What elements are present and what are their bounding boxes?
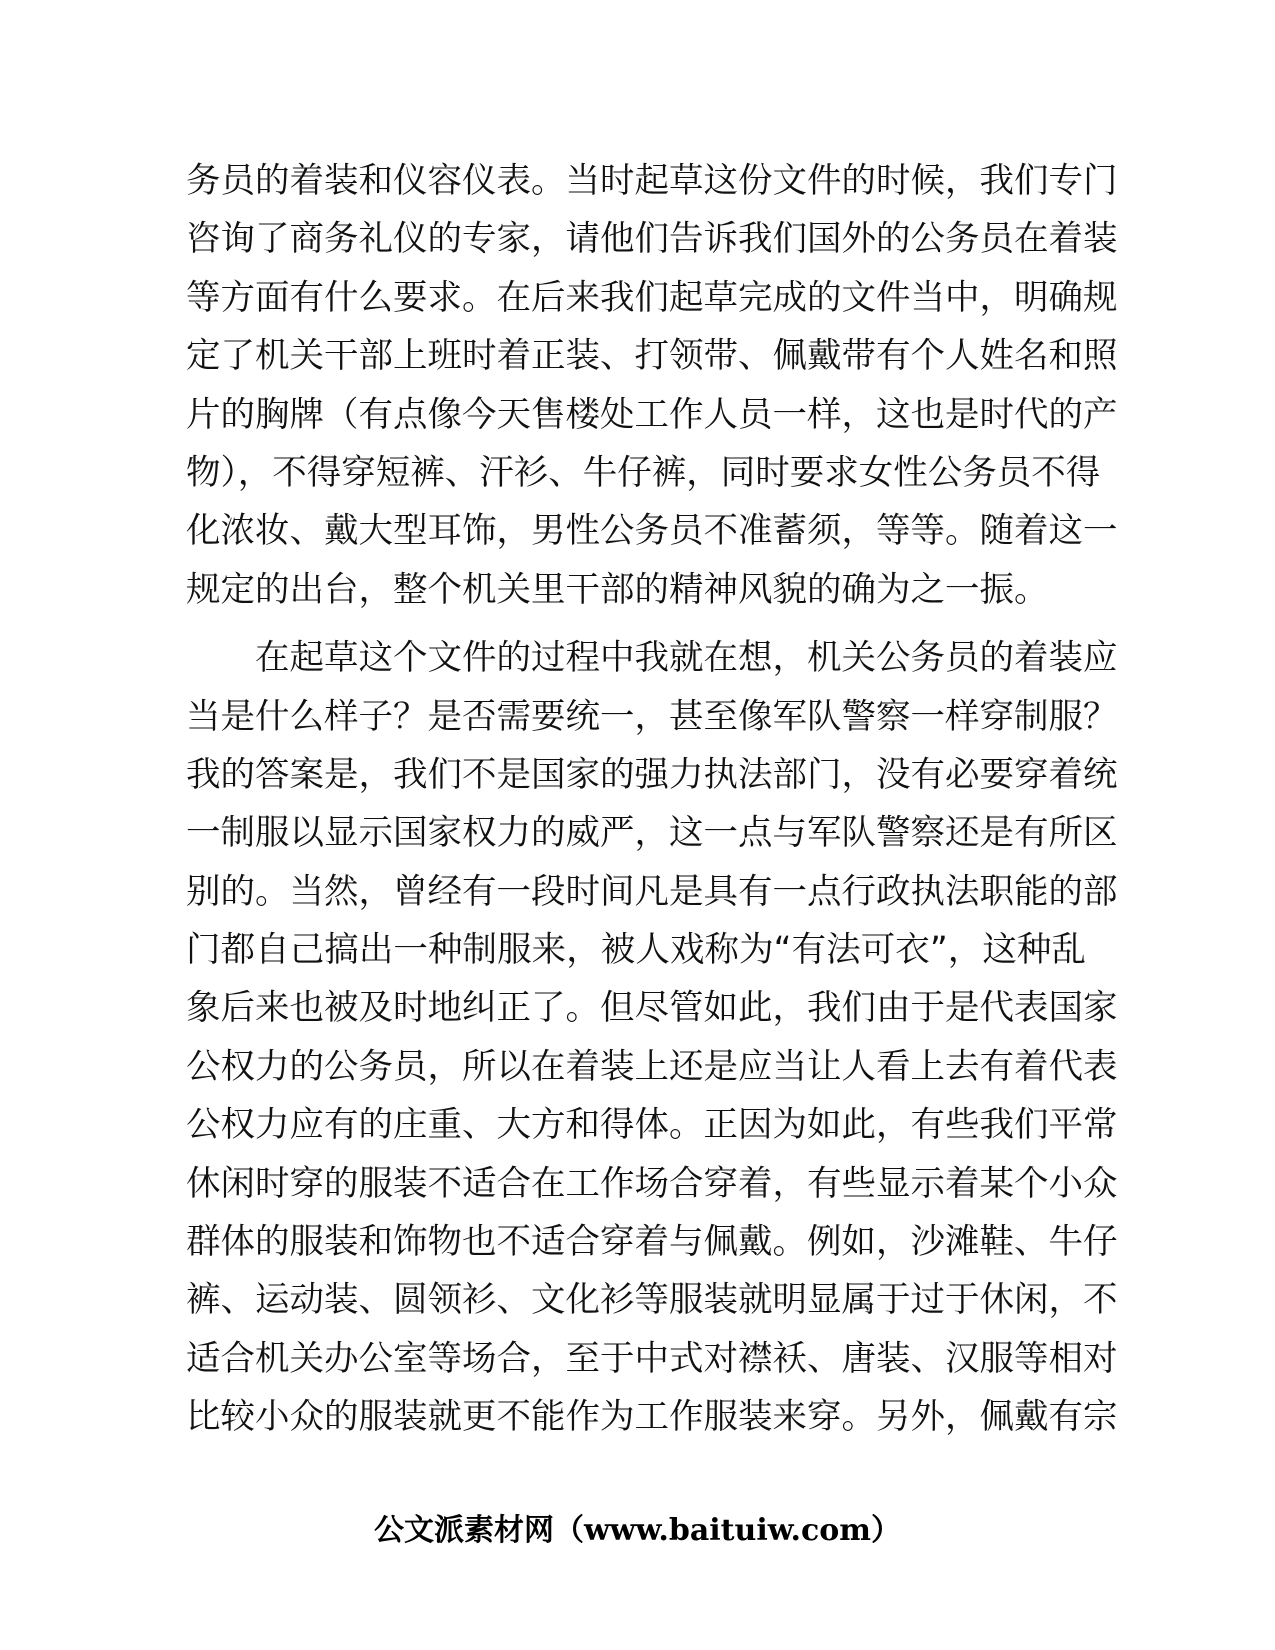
text-line: 在起草这个文件的过程中我就在想，机关公务员的着装应 (255, 638, 1118, 679)
text-line: 象后来也被及时地纠正了。但尽管如此，我们由于是代表国家 (186, 988, 1118, 1029)
text-line: 公权力的公务员，所以在着装上还是应当让人看上去有着代表 (186, 1046, 1118, 1087)
text-line: 等方面有什么要求。在后来我们起草完成的文件当中，明确规 (186, 277, 1118, 318)
text-line: 休闲时穿的服装不适合在工作场合穿着，有些显示着某个小众 (186, 1163, 1118, 1204)
text-line: 适合机关办公室等场合，至于中式对襟袄、唐装、汉服等相对 (186, 1338, 1118, 1379)
text-line: 群体的服装和饰物也不适合穿着与佩戴。例如，沙滩鞋、牛仔 (186, 1222, 1118, 1263)
text-line: 公权力应有的庄重、大方和得体。正因为如此，有些我们平常 (186, 1105, 1118, 1146)
page-footer-watermark: 公文派素材网（www.baituiw.com） (373, 1513, 902, 1548)
text-line: 裤、运动装、圆领衫、文化衫等服装就明显属于过于休闲，不 (186, 1280, 1118, 1321)
text-line: 物），不得穿短裤、汗衫、牛仔裤，同时要求女性公务员不得 (186, 452, 1101, 493)
text-line: 我的答案是，我们不是国家的强力执法部门，没有必要穿着统 (186, 754, 1118, 795)
text-line: 定了机关干部上班时着正装、打领带、佩戴带有个人姓名和照 (186, 336, 1118, 377)
text-line: 片的胸牌（有点像今天售楼处工作人员一样，这也是时代的产 (186, 394, 1118, 435)
text-line: 化浓妆、戴大型耳饰，男性公务员不准蓄须，等等。随着这一 (186, 511, 1118, 552)
text-line: 务员的着装和仪容仪表。当时起草这份文件的时候，我们专门 (186, 161, 1118, 201)
document-body (186, 152, 1118, 1447)
paragraph-gap (186, 619, 1086, 629)
paragraph (186, 629, 1118, 1446)
text-line: 比较小众的服装就更不能作为工作服装来穿。另外，佩戴有宗 (186, 1397, 1118, 1438)
text-line: 规定的出台，整个机关里干部的精神风貌的确为之一振。 (186, 569, 1049, 610)
text-line: 咨询了商务礼仪的专家，请他们告诉我们国外的公务员在着装 (186, 219, 1118, 260)
text-line: 别的。当然，曾经有一段时间凡是具有一点行政执法职能的部 (186, 871, 1118, 912)
paragraph (186, 152, 1118, 619)
text-line: 当是什么样子？是否需要统一，甚至像军队警察一样穿制服？ (186, 696, 1118, 737)
text-line: 一制服以显示国家权力的威严，这一点与军队警察还是有所区 (186, 813, 1118, 854)
text-line: 门都自己搞出一种制服来，被人戏称为“有法可衣”，这种乱 (186, 930, 1086, 971)
